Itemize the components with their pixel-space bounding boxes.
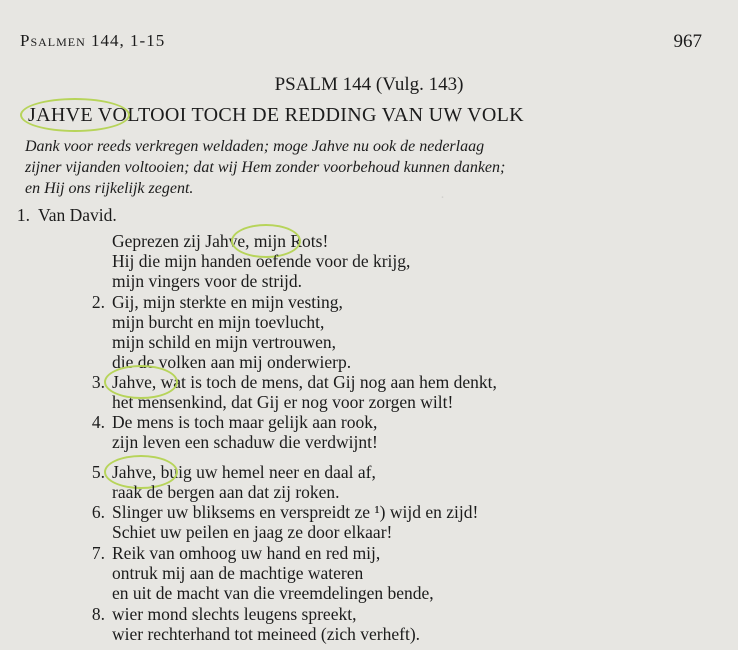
verse-line: ontruk mij aan de machtige wateren xyxy=(112,563,364,583)
verse-line: die de volken aan mij onderwierp. xyxy=(112,352,352,372)
verse-line: Gij, mijn sterkte en mijn vesting, xyxy=(112,292,343,312)
verse-line: Reik van omhoog uw hand en red mij, xyxy=(112,543,381,563)
verse-line: mijn burcht en mijn toevlucht, xyxy=(112,312,325,332)
verse-line: Jahve, buig uw hemel neer en daal af, xyxy=(112,462,376,482)
jahve-word: Jahve xyxy=(112,372,152,392)
verse-line: mijn vingers voor de strijd. xyxy=(112,271,303,291)
verse-line: het mensenkind, dat Gij er nog voor zorgen wilt! xyxy=(112,392,454,412)
verse-line: Hij die mijn handen oefende voor de krijg, xyxy=(112,251,411,271)
verse-line: Schiet uw peilen en jaag ze door elkaar! xyxy=(112,522,393,542)
verse-line: Jahve, wat is toch de mens, dat Gij nog aan hem denkt, xyxy=(112,372,497,392)
verse-number: 2. xyxy=(91,292,105,312)
intro-line: zijner vijanden voltooien; dat wij Hem zonder voorbehoud kunnen danken; xyxy=(25,159,506,176)
verse-number: 1. xyxy=(16,205,30,225)
verse-number: 6. xyxy=(91,502,105,522)
verse-line: en uit de macht van die vreemdelingen bende, xyxy=(112,583,434,603)
verse-line: Geprezen zij Jahve, mijn Rots! xyxy=(112,231,329,251)
verse-line: Van David. xyxy=(38,205,117,225)
intro-line: en Hij ons rijkelijk zegent. xyxy=(25,180,194,197)
verse-line: raak de bergen aan dat zij roken. xyxy=(112,482,340,502)
highlight-circle xyxy=(20,98,130,132)
verse-line: Slinger uw bliksems en verspreidt ze ¹) wijd en zijd! xyxy=(112,502,479,522)
bleed-through-text: · xyxy=(440,190,445,206)
intro-line: Dank voor reeds verkregen weldaden; moge Jahve nu ook de nederlaag xyxy=(25,138,485,155)
page-number: 967 xyxy=(673,31,702,52)
jahve-word: Jahve xyxy=(205,231,246,251)
subtitle-jahve: JAHVE xyxy=(28,104,93,126)
running-title: Psalmen 144, 1-15 xyxy=(20,31,166,50)
verse-number: 5. xyxy=(91,462,105,482)
verse-number: 8. xyxy=(91,604,105,624)
verse-line: wier mond slechts leugens spreekt, xyxy=(112,604,357,624)
verse-number: 7. xyxy=(91,543,105,563)
verse-line: De mens is toch maar gelijk aan rook, xyxy=(112,412,378,432)
verse-line: zijn leven een schaduw die verdwijnt! xyxy=(112,432,378,452)
jahve-word: Jahve xyxy=(112,462,152,482)
verse-line: wier rechterhand tot meineed (zich verheft). xyxy=(112,624,421,644)
psalm-title: PSALM 144 (Vulg. 143) xyxy=(274,74,464,95)
psalm-intro xyxy=(25,136,725,199)
verse-line: mijn schild en mijn vertrouwen, xyxy=(112,332,337,352)
verse-number: 3. xyxy=(91,372,105,392)
verse-number: 4. xyxy=(91,412,105,432)
subtitle-rest: VOLTOOI TOCH DE REDDING VAN UW VOLK xyxy=(92,104,524,126)
